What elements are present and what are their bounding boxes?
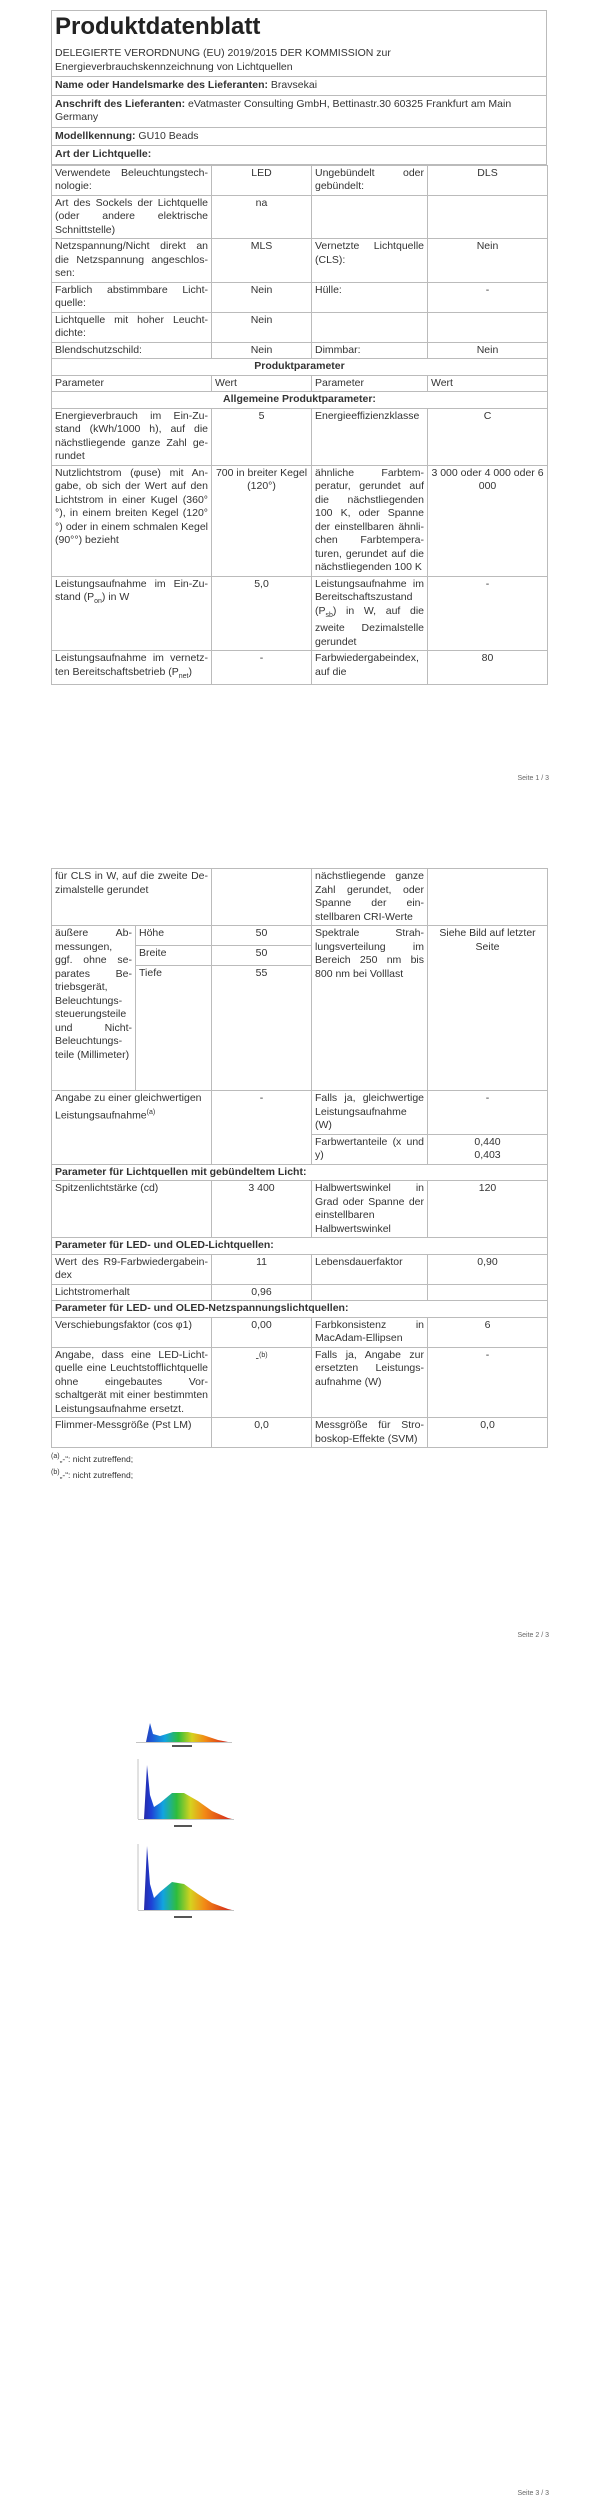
supplier-name-label: Name oder Handelsmarke des Lieferanten: [55,79,268,91]
cell-label: Wert des R9-Farbwiedergabeindex [52,1254,212,1284]
section-row [52,392,548,409]
column-header-row [52,375,548,392]
cell-value [428,195,548,239]
cell-label: ähnliche Farbtemperatur, gerundet auf die nächstliegenden 100 K, oder Spanne der einstellbaren ähnlichen Farbtemperaturen, gerundet auf die nächstliegenden 100 K [312,465,428,576]
text-part: - [255,1352,259,1364]
text-part: „-“: nicht zutreffend; [59,1469,134,1480]
col-header-value: Wert [212,375,312,392]
supplier-address-value: eVatmaster Consulting GmbH, Bettinastr.30 60325 Frankfurt am Main Germany [55,97,512,123]
mains-heading: Parameter für LED- und OLED-Netzspannungslichtquellen: [52,1301,548,1318]
cell-value: 0,00 [212,1317,312,1347]
cell-label: Falls ja, Angabe zur ersetzten Leistungsaufnahme (W) [312,1347,428,1418]
section-row [52,359,548,376]
col-header-param: Parameter [52,375,212,392]
cell-value: 0,90 [428,1254,548,1284]
text-part: ) [188,665,192,678]
cell-value: - [212,1091,312,1165]
cell-label: Halbwertswinkel in Grad oder Spanne der einstellbaren Halbwertswinkel [312,1181,428,1238]
cell-label: Spitzenlichtstärke (cd) [52,1181,212,1238]
cell-value: DLS [428,165,548,195]
cell-label: Farbkonsistenz in MacAdam-Ellipsen [312,1317,428,1347]
product-parameters-heading: Produktparameter [52,359,548,376]
cell-label: Nutzlichtstrom (φuse) mit Angabe, ob sich der Wert auf den Lichtstrom in einer Kugel (360°°), in einem breiten Kegel (120°°) oder in einem schmalen Kegel (90°°) bezieht [52,465,212,576]
spectrum-image-1 [128,1720,240,1750]
superscript: (a) [51,1453,60,1460]
table-row [52,342,548,359]
table-row [52,165,548,195]
general-parameters-heading: Allgemeine Produktparameter: [52,392,548,409]
dim-key: Tiefe [136,966,212,1091]
cell-label [52,576,212,651]
cell-value: 11 [212,1254,312,1284]
cell-value: Nein [428,342,548,359]
cell-value: MLS [212,239,312,283]
cell-label: Verwendete Beleuchtungstechnologie: [52,165,212,195]
cell-value: 0,0 [428,1418,548,1448]
table-row [52,576,548,651]
table-row [52,1254,548,1284]
cell-label: Lebensdauerfaktor [312,1254,428,1284]
cell-label: für CLS in W, auf die zweite Dezimalstelle gerundet [52,869,212,926]
table-row [52,195,548,239]
dimensions-label: äußere Abmessungen, ggf. ohne separates Betriebsgerät, Beleuchtungssteuerungsteile und Nicht-Beleuchtungsteile (Millimeter) [52,926,136,1091]
footnote-a [51,1450,547,1466]
text-part: Angabe zu einer gleichwertigen Leistungsaufnahme [55,1092,202,1121]
cell-value: 0,96 [212,1284,312,1301]
cell-label: Angabe, dass eine LED-Lichtquelle eine Leuchtstofflichtquelle ohne eingebautes Vorschaltgerät mit einer bestimmten Leistungsaufnahme ersetzt. [52,1347,212,1418]
text-part: Leistungsaufnahme im vernetzten Bereitschaftsbetrieb (P [55,652,208,678]
text-part: Leistungsaufnahme im Bereitschaftszustand (P [315,577,424,617]
cell-label: Farbwertanteile (x und y) [312,1134,428,1164]
cell-value: Nein [428,239,548,283]
superscript: (a) [146,1108,156,1116]
cell-label: nächstliegende ganze Zahl gerundet, oder Spanne der einstellbaren CRI-Werte [312,869,428,926]
cell-value: - [428,576,548,651]
cell-label [312,1284,428,1301]
spectrum-image-3 [128,1840,240,1926]
supplier-name-row [51,77,547,96]
cell-value [428,1134,548,1164]
table-row [52,926,548,946]
spd-label: Spektrale Strahlungsverteilung im Bereich 250 nm bis 800 nm bei Volllast [312,926,428,1091]
supplier-address-row [51,96,547,128]
text-part: Leistungsaufnahme im Ein-Zustand (P [55,577,208,603]
spd-value: Siehe Bild auf letzter Seite [428,926,548,1091]
model-row [51,128,547,147]
col-header-param: Parameter [312,375,428,392]
cell-value: C [428,408,548,465]
cell-value: Nein [212,342,312,359]
cell-value: 3 400 [212,1181,312,1238]
table-row [52,465,548,576]
model-value: GU10 Beads [138,129,199,142]
cell-value [212,1347,312,1418]
cell-value: 6 [428,1317,548,1347]
cell-label: Flimmer-Messgröße (Pst LM) [52,1418,212,1448]
cell-label: Verschiebungsfaktor (cos φ1) [52,1317,212,1347]
cell-value [428,869,548,926]
supplier-address-label: Anschrift des Lieferanten: [55,97,186,110]
table-row [52,1284,548,1301]
cell-value: 80 [428,651,548,685]
cell-value: 700 in breiter Kegel (120°) [212,465,312,576]
chroma-x: 0,440 [474,1135,501,1148]
table-row [52,282,548,312]
cell-label: Vernetzte Lichtquelle (CLS): [312,239,428,283]
cell-label: Energieverbrauch im Ein-Zustand (kWh/1000 h), auf die nächstliegende ganze Zahl gerundet [52,408,212,465]
table-row [52,1347,548,1418]
dim-key: Höhe [136,926,212,946]
dim-value: 50 [212,926,312,946]
section-row [52,1301,548,1318]
cell-label [312,195,428,239]
cell-value: - [212,651,312,685]
text-part: ) in W, auf die zweite Dezimalstelle gerundet [315,604,424,648]
cell-label: Lichtstromerhalt [52,1284,212,1301]
text-part: ) in W [101,591,130,603]
page-number: Seite 3 / 3 [517,2490,549,2497]
table-row [52,408,548,465]
model-label: Modellkennung: [55,129,136,142]
page-number: Seite 1 / 3 [517,775,549,782]
cell-value: Nein [212,312,312,342]
cell-value: Nein [212,282,312,312]
cell-value: - [428,282,548,312]
regulation-text: DELEGIERTE VERORDNUNG (EU) 2019/2015 DER KOMMISSION zur Energieverbrauchskennzeichnung von Lichtquellen [51,45,547,77]
cell-label: Blendschutzschild: [52,342,212,359]
table-row [52,312,548,342]
dim-value: 55 [212,966,312,1091]
type-table [51,165,548,686]
cell-value [428,1284,548,1301]
superscript: (b) [258,1351,268,1359]
table-row [52,869,548,926]
cell-label [312,576,428,651]
cell-label: Energieeffizienzklasse [312,408,428,465]
cell-label [52,1091,212,1165]
cell-label: Farbwiedergabeindex, auf die [312,651,428,685]
cell-value: na [212,195,312,239]
page-2 [51,868,547,1482]
cell-value: - [428,1347,548,1418]
cell-value: 3 000 oder 4 000 oder 6 000 [428,465,548,576]
cell-label [52,651,212,685]
cell-label: Dimmbar: [312,342,428,359]
section-row [52,1164,548,1181]
table-row [52,1317,548,1347]
col-header-value: Wert [428,375,548,392]
cell-label: Hülle: [312,282,428,312]
table-row [52,239,548,283]
params-table-cont [51,868,548,1448]
cell-value: 120 [428,1181,548,1238]
cell-value: LED [212,165,312,195]
cell-label: Netzspannung/Nicht direkt an die Netzspannung angeschlossen: [52,239,212,283]
supplier-name-value: Bravsekai [270,79,318,91]
footnote-b [51,1466,547,1482]
cell-label: Ungebündelt oder gebündelt: [312,165,428,195]
spectrum-image-2 [128,1755,240,1833]
dim-key: Breite [136,946,212,966]
cell-label: Farblich abstimmbare Lichtquelle: [52,282,212,312]
subscript: on [94,598,102,606]
chroma-y: 0,403 [474,1149,501,1161]
section-row [52,1238,548,1255]
table-row [52,1418,548,1448]
cell-value: 0,0 [212,1418,312,1448]
cell-label: Messgröße für Stroboskop-Effekte (SVM) [312,1418,428,1448]
cell-label: Art des Sockels der Lichtquelle (oder andere elektrische Schnittstelle) [52,195,212,239]
page-title: Produktdatenblatt [51,10,547,45]
superscript: (b) [51,1468,60,1476]
cell-label: Lichtquelle mit hoher Leuchtdichte: [52,312,212,342]
page-number: Seite 2 / 3 [517,1632,549,1639]
cell-value [428,312,548,342]
dim-value: 50 [212,946,312,966]
text-part: „-“: nicht zutreffend; [59,1453,134,1464]
cell-value [212,869,312,926]
directional-heading: Parameter für Lichtquellen mit gebündeltem Licht: [52,1164,548,1181]
page-1 [51,10,547,685]
subscript: net [178,672,189,680]
table-row [52,651,548,685]
led-heading: Parameter für LED- und OLED-Lichtquellen: [52,1238,548,1255]
cell-value: 5,0 [212,576,312,651]
table-row [52,1181,548,1238]
cell-value: 5 [212,408,312,465]
light-source-type-heading: Art der Lichtquelle: [51,146,547,165]
cell-value: - [428,1091,548,1135]
cell-label [312,312,428,342]
subscript: sb [325,611,333,619]
cell-label: Falls ja, gleichwertige Leistungsaufnahme (W) [312,1091,428,1135]
table-row [52,1091,548,1135]
